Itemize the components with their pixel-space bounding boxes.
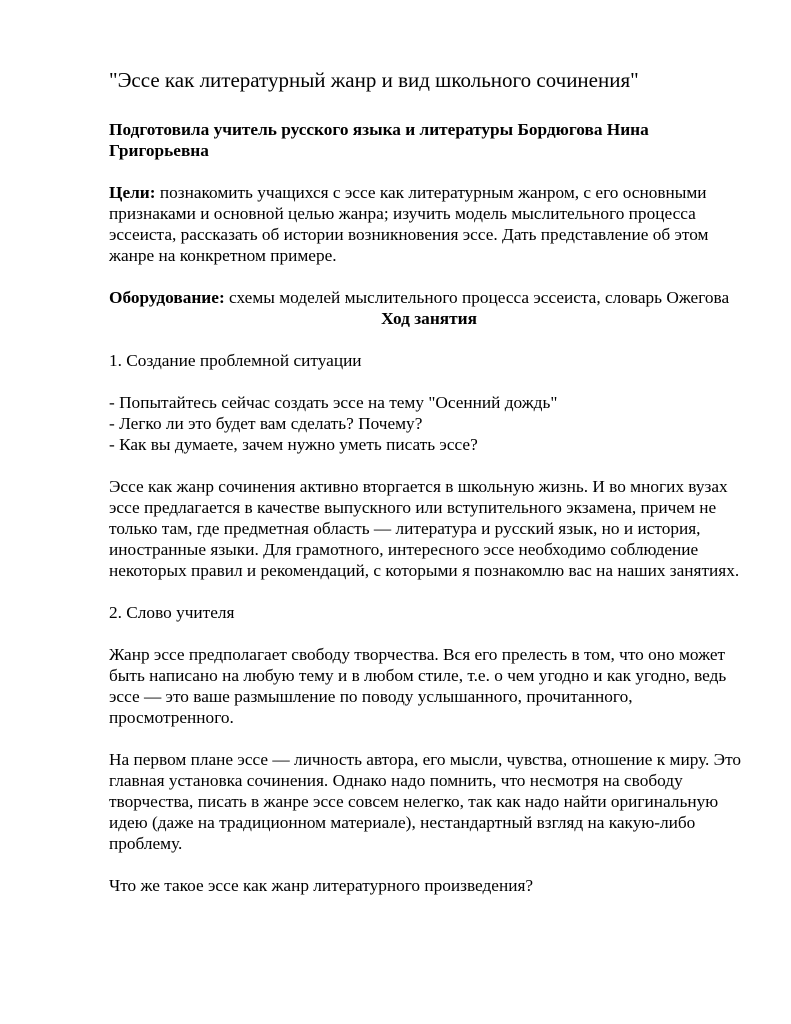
question-list [109, 392, 749, 455]
equipment-text: схемы моделей мыслительного процесса эссеиста, словарь Ожегова [224, 288, 730, 307]
document-page [109, 66, 749, 896]
question-item: - Как вы думаете, зачем нужно уметь писать эссе? [109, 435, 478, 454]
closing-question: Что же такое эссе как жанр литературного произведения? [109, 876, 534, 895]
author-line: Подготовила учитель русского языка и литературы Бордюгова Нина Григорьевна [109, 120, 649, 160]
section-2-paragraph-1: Жанр эссе предполагает свободу творчества. Вся его прелесть в том, что оно может быть написано на любую тему и в любом стиле, т.е. о чем угодно и как угодно, ведь эссе — это ваше размышление по поводу услышанного, прочитанного, просмотренного. [109, 645, 727, 727]
lesson-heading: Ход занятия [381, 309, 477, 328]
document-title: "Эссе как литературный жанр и вид школьного сочинения" [109, 68, 639, 92]
goals-label: Цели: [109, 183, 156, 202]
question-item: - Легко ли это будет вам сделать? Почему? [109, 414, 423, 433]
equipment-paragraph [109, 287, 749, 308]
section-2-heading: 2. Слово учителя [109, 603, 235, 622]
goals-paragraph [109, 182, 749, 266]
section-1-heading: 1. Создание проблемной ситуации [109, 351, 362, 370]
section-2-paragraph-2: На первом плане эссе — личность автора, его мысли, чувства, отношение к миру. Это главная установка сочинения. Однако надо помнить, что несмотря на свободу творчества, писать в жанре эссе совсем нелегко, так как надо найти оригинальную идею (даже на традиционном материале), нестандартный взгляд на какую-либо проблему. [109, 750, 742, 853]
equipment-label: Оборудование: [109, 288, 225, 307]
section-1-paragraph: Эссе как жанр сочинения активно вторгается в школьную жизнь. И во многих вузах эссе предлагается в качестве выпускного или вступительного экзамена, причем не только там, где предметная область — литература и русский язык, но и история, иностранные языки. Для грамотного, интересного эссе необходимо соблюдение некоторых правил и рекомендаций, с которыми я познакомлю вас на наших занятиях. [109, 477, 740, 580]
question-item: - Попытайтесь сейчас создать эссе на тему "Осенний дождь" [109, 393, 558, 412]
goals-text: познакомить учащихся с эссе как литературным жанром, с его основными признаками и основной целью жанра; изучить модель мыслительного процесса эссеиста, рассказать об истории возникновения эссе. Дать представление об этом жанре на конкретном примере. [109, 183, 709, 265]
